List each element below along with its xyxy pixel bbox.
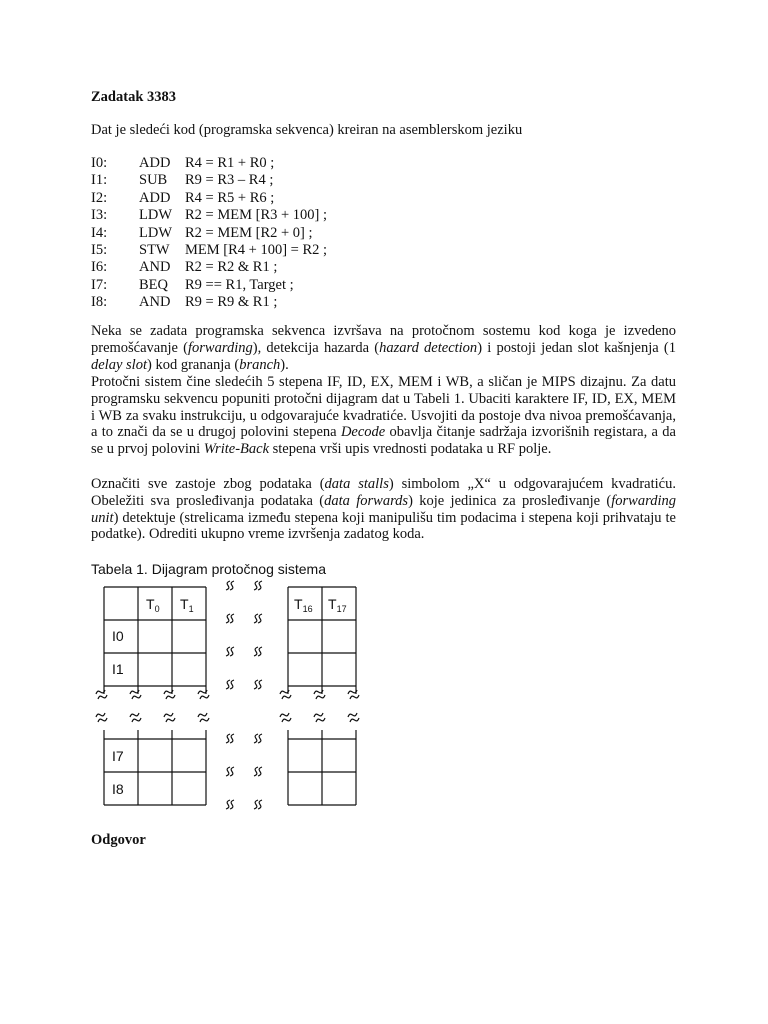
operands: R9 == R1, Target ;: [185, 276, 294, 293]
operands: R9 = R3 – R4 ;: [185, 172, 274, 189]
opcode: LDW: [139, 207, 173, 224]
instruction-label: I4:: [91, 224, 108, 241]
opcode: LDW: [139, 224, 173, 241]
break-mark: [226, 734, 234, 743]
break-mark: [226, 800, 234, 809]
break-mark: [314, 690, 325, 699]
operands: R4 = R5 + R6 ;: [185, 189, 275, 206]
operands: R2 = R2 & R1 ;: [185, 259, 278, 276]
instruction-label: I8:: [91, 294, 108, 311]
opcode: STW: [139, 241, 170, 258]
break-mark: [254, 800, 262, 809]
break-mark: [96, 713, 107, 722]
break-mark: [254, 767, 262, 776]
break-mark: [254, 581, 262, 590]
column-header-t0: $T_0$: [146, 596, 160, 614]
break-mark: [348, 713, 359, 722]
opcode: AND: [139, 294, 171, 311]
break-mark: [198, 713, 209, 722]
break-mark: [226, 581, 234, 590]
break-mark: [280, 713, 291, 722]
break-mark: [164, 713, 175, 722]
instruction-label: I2:: [91, 189, 108, 206]
break-mark: [254, 734, 262, 743]
break-marks: [96, 581, 359, 809]
operands: MEM [R4 + 100] = R2 ;: [185, 241, 328, 258]
instruction-label: I7:: [91, 276, 108, 293]
opcode: BEQ: [139, 276, 168, 293]
intro-text: Dat je sledeći kod (programska sekvenca) kreiran na asemblerskom jeziku: [91, 122, 523, 138]
break-mark: [280, 690, 291, 699]
instruction-label: I6:: [91, 259, 108, 276]
break-mark: [348, 690, 359, 699]
break-mark: [164, 690, 175, 699]
break-mark: [226, 767, 234, 776]
task-title: Zadatak 3383: [91, 89, 177, 105]
column-header-t17: $T_{17}$: [328, 596, 347, 614]
instruction-label: I5:: [91, 241, 108, 258]
break-mark: [198, 690, 209, 699]
instruction-label: I1:: [91, 172, 108, 189]
row-header-i7: I7: [112, 748, 124, 764]
break-mark: [96, 690, 107, 699]
opcode: ADD: [139, 155, 171, 171]
break-mark: [226, 647, 234, 656]
instruction-label: I0:: [91, 155, 108, 171]
paragraph-pipeline-stages: Protočni sistem čine sledećih 5 stepena IF, ID, EX, MEM i WB, a sličan je MIPS dizajnu. Za datu programsku sekvencu popuniti protočni dijagram dat u Tabeli 1. Ubaciti karaktere IF, ID, EX, MEM i WB za svaku instrukciju, u odgovarajuće kvadratiće. Usvojiti da postoje dva nivoa premošćavanja, a to znači da se u drugoj polovini stepena Decode obavlja čitanje sadržaja izvorišnih registara, a da se u prvoj polovini Write-Back stepena vrši upis vrednosti podataka u RF polje.: [91, 374, 676, 458]
break-mark: [314, 713, 325, 722]
paragraph-stalls-forwarding: Označiti sve zastoje zbog podataka (data stalls) simbolom „X“ u odgovarajućem kvadratiću. Obeležiti sva prosleđivanja podataka (data forwards) koje jedinica za prosleđivanje (forwarding unit) detektuje (strelicama između stepena koji manipulišu tim podacima i stepena koji prihvataju te podatke). Odrediti ukupno vreme izvršenja zadatog koda.: [91, 476, 676, 543]
break-mark: [130, 690, 141, 699]
break-mark: [254, 614, 262, 623]
opcode: SUB: [139, 172, 168, 189]
answer-heading: Odgovor: [91, 832, 146, 848]
column-header-t1: $T_1$: [180, 596, 194, 614]
column-header-t16: $T_{16}$: [294, 596, 313, 614]
opcode: ADD: [139, 189, 171, 206]
break-mark: [226, 614, 234, 623]
operands: R2 = MEM [R2 + 0] ;: [185, 224, 313, 241]
operands: R2 = MEM [R3 + 100] ;: [185, 207, 328, 224]
row-header-i0: I0: [112, 628, 124, 644]
instruction-label: I3:: [91, 207, 108, 224]
break-mark: [226, 680, 234, 689]
row-header-i1: I1: [112, 661, 124, 677]
paragraph-pipeline-description: Neka se zadata programska sekvenca izvršava na protočnom sostemu kod koga je izvedeno premošćavanje (forwarding), detekcija hazarda (hazard detection) i postoji jedan slot kašnjenja (1 delay slot) kod grananja (branch).: [91, 323, 676, 373]
break-mark: [254, 680, 262, 689]
opcode: AND: [139, 259, 171, 276]
break-mark: [254, 647, 262, 656]
operands: R4 = R1 + R0 ;: [185, 155, 275, 171]
table-caption: Tabela 1. Dijagram protočnog sistema: [91, 561, 327, 577]
row-header-i8: I8: [112, 781, 124, 797]
break-mark: [130, 713, 141, 722]
operands: R9 = R9 & R1 ;: [185, 294, 278, 311]
